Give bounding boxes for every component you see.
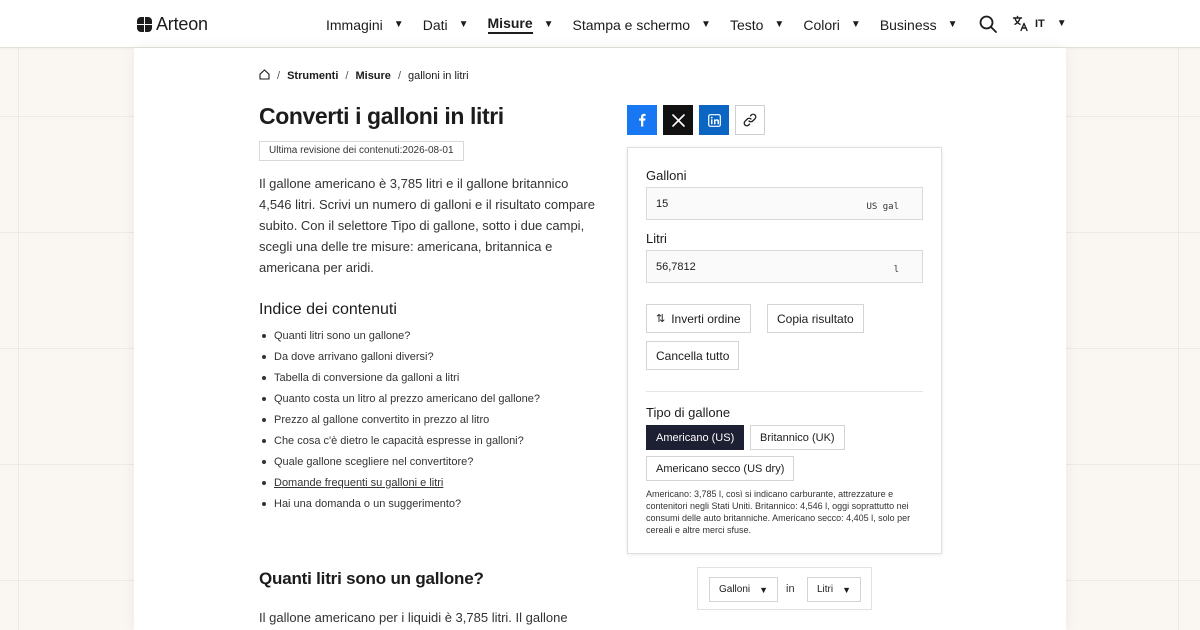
from-unit-value: Galloni — [719, 584, 751, 595]
search-icon — [978, 14, 998, 34]
nav-item-label: Colori — [803, 16, 840, 33]
liters-unit: l — [893, 265, 899, 275]
search-button[interactable] — [978, 14, 998, 34]
liters-input[interactable] — [646, 250, 923, 283]
chevron-down-icon: ▼ — [701, 19, 711, 30]
toc-item-label: Quanto costa un litro al prezzo americano del gallone? — [274, 393, 540, 405]
swap-order-label: Inverti ordine — [671, 311, 741, 326]
chevron-down-icon: ▼ — [759, 584, 769, 595]
chevron-down-icon: ▼ — [842, 584, 852, 595]
nav-item-label: Misure — [488, 15, 533, 34]
liters-label: Litri — [646, 231, 667, 246]
chevron-down-icon: ▼ — [543, 19, 554, 30]
gallons-value: 15 — [656, 198, 669, 210]
nav-item-colori[interactable] — [803, 15, 860, 34]
chevron-down-icon: ▼ — [458, 19, 469, 30]
toc-item-label: Quale gallone scegliere nel convertitore? — [274, 456, 474, 468]
section-title: Quanti litri sono un gallone? — [259, 569, 484, 588]
toc-item[interactable] — [274, 411, 540, 432]
nav-item-label: Stampa e schermo — [572, 16, 691, 33]
nav-item-business[interactable] — [880, 15, 958, 34]
translate-icon — [1012, 15, 1029, 32]
nav-item-label: Testo — [729, 16, 764, 33]
copy-link-button[interactable] — [735, 105, 765, 135]
gallon-type-label: Americano secco (US dry) — [656, 462, 785, 475]
toc-title: Indice dei contenuti — [259, 301, 397, 318]
swap-vertical-icon: ⇅ — [656, 313, 666, 325]
share-x-button[interactable] — [663, 105, 693, 135]
brand-name: Arteon — [156, 14, 208, 34]
language-selector[interactable] — [1012, 15, 1067, 32]
chevron-down-icon: ▼ — [774, 19, 785, 30]
clear-all-label: Cancella tutto — [656, 348, 730, 363]
toc-item[interactable] — [274, 369, 540, 390]
nav-item-label: Business — [879, 16, 937, 33]
nav-item-label: Immagini — [326, 16, 383, 33]
gallons-label: Galloni — [646, 168, 687, 183]
revision-badge: Ultima revisione dei contenuti:2026-08-01 — [259, 141, 464, 161]
toc-item-label: Da dove arrivano galloni diversi? — [274, 351, 434, 363]
page-title: Converti i galloni in litri — [259, 103, 504, 129]
chevron-down-icon: ▼ — [1056, 18, 1067, 29]
gallon-type-label: Americano (US) — [656, 431, 735, 444]
toc-item[interactable] — [274, 390, 540, 411]
table-of-contents — [274, 327, 540, 516]
breadcrumb — [259, 69, 469, 83]
nav-item-stampa-e-schermo[interactable] — [573, 15, 711, 34]
section-paragraph: Il gallone americano per i liquidi è 3,785 litri. Il gallone — [259, 610, 568, 625]
breadcrumb-item-strumenti[interactable]: Strumenti — [287, 70, 339, 82]
chevron-down-icon: ▼ — [947, 19, 958, 30]
nav-item-label: Dati — [422, 16, 448, 33]
gallon-type-title: Tipo di gallone — [646, 405, 731, 420]
toc-item[interactable] — [274, 327, 540, 348]
to-unit-select[interactable] — [807, 577, 861, 602]
intro-paragraph: Il gallone americano è 3,785 litri e il gallone britannico 4,546 litri. Scrivi un numero di galloni e il risultato compare subito. Con il selettore Tipo di gallone, sotto i due campi, scegli una delle tre misure: americana, britannica e americana per aridi. — [259, 176, 595, 275]
chevron-down-icon: ▼ — [850, 19, 861, 30]
toc-item[interactable] — [274, 348, 540, 369]
copy-result-label: Copia risultato — [777, 311, 854, 326]
gallons-unit: US gal — [866, 202, 899, 212]
toc-item-label: Tabella di conversione da galloni a litri — [274, 372, 460, 384]
gallon-type-uk[interactable] — [750, 425, 845, 450]
logo-mark-icon — [137, 17, 152, 32]
gallon-type-us[interactable] — [646, 425, 744, 450]
nav-item-testo[interactable] — [730, 15, 784, 34]
clear-all-button[interactable] — [646, 341, 739, 370]
copy-result-button[interactable] — [767, 304, 864, 333]
breadcrumb-item-misure[interactable]: Misure — [355, 70, 391, 82]
gallon-type-note: Americano: 3,785 l, così si indicano carburante, attrezzature e contenitori negli Stati Uniti. Britannico: 4,546 l, oggi soprattutto nei consumi delle auto britanniche. Americano secco: 4,405 l, solo per cereali e altre merci sfuse. — [646, 489, 911, 535]
toc-item-label: Hai una domanda o un suggerimento? — [274, 498, 462, 510]
toc-item[interactable] — [274, 474, 540, 495]
breadcrumb-separator: / — [397, 70, 401, 82]
toc-item[interactable] — [274, 453, 540, 474]
liters-value: 56,7812 — [656, 261, 696, 273]
language-code: IT — [1035, 17, 1045, 30]
main-menu — [326, 15, 977, 34]
gallon-type-us-dry[interactable] — [646, 456, 794, 481]
home-icon — [259, 69, 270, 80]
chevron-down-icon: ▼ — [393, 19, 404, 30]
share-linkedin-button[interactable] — [699, 105, 729, 135]
nav-item-dati[interactable] — [423, 15, 469, 34]
toc-item-label: Prezzo al gallone convertito in prezzo al litro — [274, 414, 490, 426]
divider — [646, 391, 923, 392]
toc-item[interactable] — [274, 432, 540, 453]
toc-item-label: Quanti litri sono un gallone? — [274, 330, 411, 342]
toc-item-label: Che cosa c'è dietro le capacità espresse in galloni? — [274, 435, 524, 447]
link-icon — [743, 113, 757, 127]
unit-picker-connector: in — [786, 583, 795, 595]
gallons-input[interactable] — [646, 187, 923, 220]
brand-logo[interactable] — [137, 14, 208, 35]
gallon-type-label: Britannico (UK) — [760, 431, 835, 444]
swap-order-button[interactable] — [646, 304, 751, 333]
unit-picker — [697, 567, 872, 610]
x-icon — [672, 114, 685, 127]
nav-item-immagini[interactable] — [326, 15, 404, 34]
linkedin-icon — [708, 114, 721, 127]
share-facebook-button[interactable] — [627, 105, 657, 135]
toc-item[interactable] — [274, 495, 540, 516]
breadcrumb-separator: / — [345, 70, 349, 82]
top-navigation-bar — [0, 0, 1200, 48]
from-unit-select[interactable] — [709, 577, 778, 602]
home-link[interactable] — [259, 69, 270, 83]
share-buttons — [627, 105, 765, 135]
breadcrumb-current: galloni in litri — [408, 70, 469, 82]
converter-card — [627, 147, 942, 554]
facebook-icon — [635, 113, 649, 127]
to-unit-value: Litri — [817, 584, 834, 595]
nav-item-misure[interactable] — [488, 15, 554, 34]
breadcrumb-separator: / — [277, 70, 281, 82]
toc-item-label: Domande frequenti su galloni e litri — [274, 477, 444, 489]
